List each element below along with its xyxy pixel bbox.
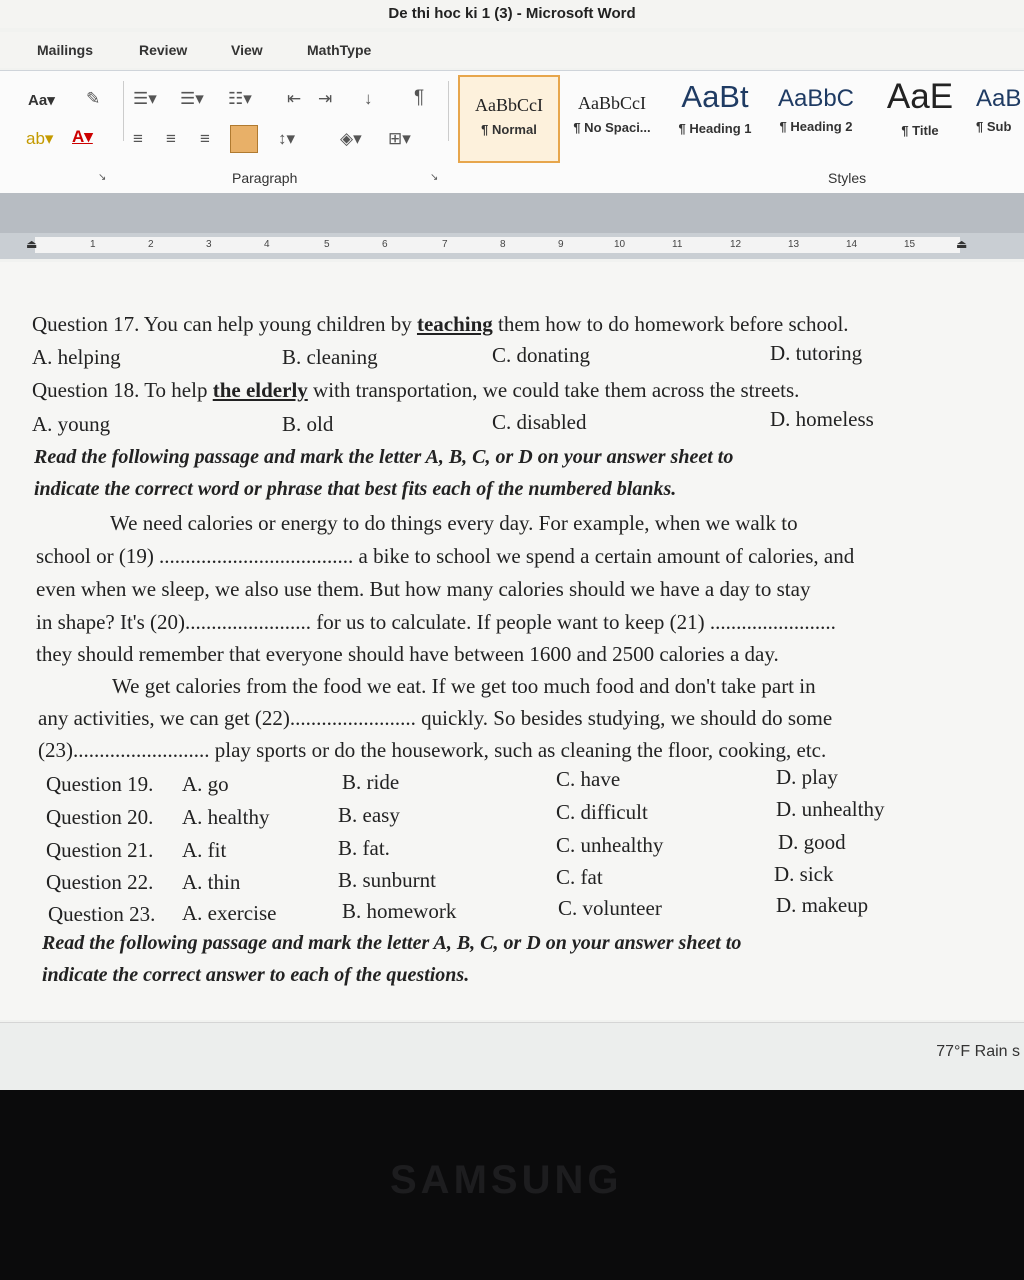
answer-option: A. fit [182,838,227,862]
answer-option: C. volunteer [558,896,662,920]
answer-option: B. fat. [338,836,390,860]
answer-option: D. unhealthy [776,797,885,821]
answer-option: B. old [282,412,334,436]
weather-widget[interactable]: 77°F Rain s [936,1043,1020,1060]
ruler-tick: 2 [148,239,154,250]
ribbon-bottom-band [0,193,1024,233]
answer-option: D. good [778,830,846,854]
answer-option: D. tutoring [770,341,863,365]
question-label: Question 22. [46,870,154,894]
ruler-tick: 9 [558,239,564,250]
question-text: Question 18. To help [32,378,213,402]
instruction-line: Read the following passage and mark the letter A, B, C, or D on your answer sheet to [42,932,742,954]
paragraph-group-label: Paragraph [232,170,298,186]
paragraph-dialog-launcher-icon[interactable]: ↘ [430,172,439,183]
align-left-icon[interactable]: ≡ [133,129,143,148]
ribbon-divider [123,81,124,141]
instruction-line: indicate the correct word or phrase that best fits each of the numbered blanks. [34,478,677,500]
shading-icon[interactable]: ◈▾ [340,129,362,148]
underlined-word: teaching [416,312,493,336]
ruler-tick: 3 [206,239,212,250]
borders-icon[interactable]: ⊞▾ [388,129,411,148]
underlined-word: the elderly [212,378,308,402]
question-label: Question 23. [48,902,156,926]
taskbar [0,1022,1024,1090]
instruction-line: Read the following passage and mark the letter A, B, C, or D on your answer sheet to [34,446,734,468]
tab-mathtype[interactable]: MathType [307,42,372,58]
decrease-indent-icon[interactable]: ⇤ [287,89,302,108]
sort-icon[interactable]: ↓ [364,89,373,108]
bullets-icon[interactable]: ☰▾ [133,89,157,108]
question-label: Question 19. [46,772,154,796]
window-title: De thi hoc ki 1 (3) - Microsoft Word [388,5,636,22]
ribbon [0,70,1024,194]
question-text: them how to do homework before school. [492,312,849,336]
passage-line: any activities, we can get (22)........................ quickly. So besides studying, we should do some [38,706,833,730]
style-sample: AaBbCcI [475,95,543,115]
answer-option: A. go [182,772,229,796]
question-text: with transportation, we could take them across the streets. [307,378,800,402]
style-sample: AaBt [681,79,749,114]
question-label: Question 20. [46,805,154,829]
passage-line: (23).......................... play sports or do the housework, such as cleaning the floor, cooking, etc. [38,738,827,762]
ruler-tick: 11 [672,239,683,250]
align-right-icon[interactable]: ≡ [200,129,210,148]
answer-option: D. play [776,765,838,789]
answer-option: C. unhealthy [556,833,664,857]
answer-option: C. donating [492,343,590,367]
ribbon-tabs [0,32,1024,68]
answer-option: C. have [556,767,621,791]
styles-group-label: Styles [828,170,867,186]
answer-option: D. makeup [776,893,869,917]
instruction-line: indicate the correct answer to each of the questions. [42,964,470,986]
indent-marker-icon[interactable]: ⏏ [26,237,38,251]
clear-format-icon[interactable]: ✎ [86,89,101,108]
style-name: ¶ Sub [976,119,1012,134]
style-name: ¶ Title [901,123,939,138]
horizontal-ruler[interactable] [0,233,1024,259]
ruler-text-area [35,237,960,253]
document-page[interactable] [0,262,1024,1020]
answer-option: B. ride [342,770,400,794]
style-sample: AaE [886,77,954,116]
font-color-icon[interactable]: A▾ [72,127,93,146]
increase-indent-icon[interactable]: ⇥ [318,89,333,108]
change-case-button[interactable]: Aa▾ [28,92,55,109]
answer-option: B. homework [342,899,457,923]
monitor-brand-logo: SAMSUNG [390,1158,623,1202]
ruler-tick: 8 [500,239,506,250]
style-name: ¶ No Spaci... [573,120,651,135]
answer-option: D. sick [774,862,834,886]
answer-option: A. helping [32,345,121,369]
answer-option: B. easy [338,803,400,827]
monitor-bezel [0,1090,1024,1280]
ruler-tick: 14 [846,239,858,250]
passage-line: in shape? It's (20)........................ for us to calculate. If people want to keep (21) ........................ [36,610,836,634]
align-center-icon[interactable]: ≡ [166,129,176,148]
multilevel-list-icon[interactable]: ☷▾ [228,89,252,108]
answer-option: C. fat [556,865,603,889]
answer-option: B. cleaning [282,345,378,369]
question-17 [32,312,849,337]
ruler-tick: 15 [904,239,916,250]
style-no-spacing[interactable] [564,75,660,159]
ruler-tick: 10 [614,239,626,250]
answer-option: A. healthy [182,805,270,829]
justify-icon[interactable] [230,125,258,153]
style-normal[interactable] [458,75,560,163]
answer-option: D. homeless [770,407,874,431]
style-name: ¶ Heading 1 [678,121,752,136]
style-heading-2[interactable] [770,75,862,159]
passage-line: even when we sleep, we also use them. But how many calories should we have a day to stay [36,577,811,601]
style-name: ¶ Normal [481,122,537,137]
answer-option: A. young [32,412,111,436]
passage-line: We need calories or energy to do things every day. For example, when we walk to [110,511,798,535]
tab-view[interactable]: View [231,42,263,58]
passage-line: We get calories from the food we eat. If we get too much food and don't take part in [112,674,816,698]
passage-line: they should remember that everyone should have between 1600 and 2500 calories a day. [36,642,779,666]
answer-option: B. sunburnt [338,868,437,892]
answer-option: C. difficult [556,800,648,824]
title-bar [0,0,1024,28]
question-label: Question 21. [46,838,154,862]
question-18 [32,378,799,403]
answer-option: C. disabled [492,410,587,434]
style-title[interactable] [872,75,968,159]
numbering-icon[interactable]: ☰▾ [180,89,204,108]
ruler-tick: 6 [382,239,388,250]
ruler-tick: 5 [324,239,330,250]
tab-mailings[interactable]: Mailings [37,42,94,58]
style-heading-1[interactable] [668,75,762,159]
ruler-tick: 13 [788,239,800,250]
line-spacing-icon[interactable]: ↕▾ [278,129,296,148]
style-subtitle[interactable] [976,75,1024,159]
right-indent-marker-icon[interactable]: ⏏ [956,237,968,251]
ruler-tick: 7 [442,239,448,250]
tab-review[interactable]: Review [139,42,188,58]
font-dialog-launcher-icon[interactable]: ↘ [98,172,107,183]
ruler-tick: 1 [90,239,96,250]
question-text: Question 17. You can help young children by [32,312,417,336]
passage-line: school or (19) ..................................... a bike to school we spend a certain amount of calories, and [36,544,855,568]
ruler-tick: 4 [264,239,270,250]
change-case-label: Aa [28,92,48,109]
style-name: ¶ Heading 2 [779,119,853,134]
pilcrow-icon[interactable]: ¶ [414,87,425,108]
ribbon-divider [448,81,449,141]
style-sample: AaBbCcI [578,93,646,113]
answer-option: A. thin [182,870,241,894]
ruler-tick: 12 [730,239,742,250]
answer-option: A. exercise [182,901,277,925]
style-sample: AaB [976,85,1022,112]
highlight-icon[interactable]: ab▾ [26,129,54,148]
style-sample: AaBbC [777,85,855,112]
